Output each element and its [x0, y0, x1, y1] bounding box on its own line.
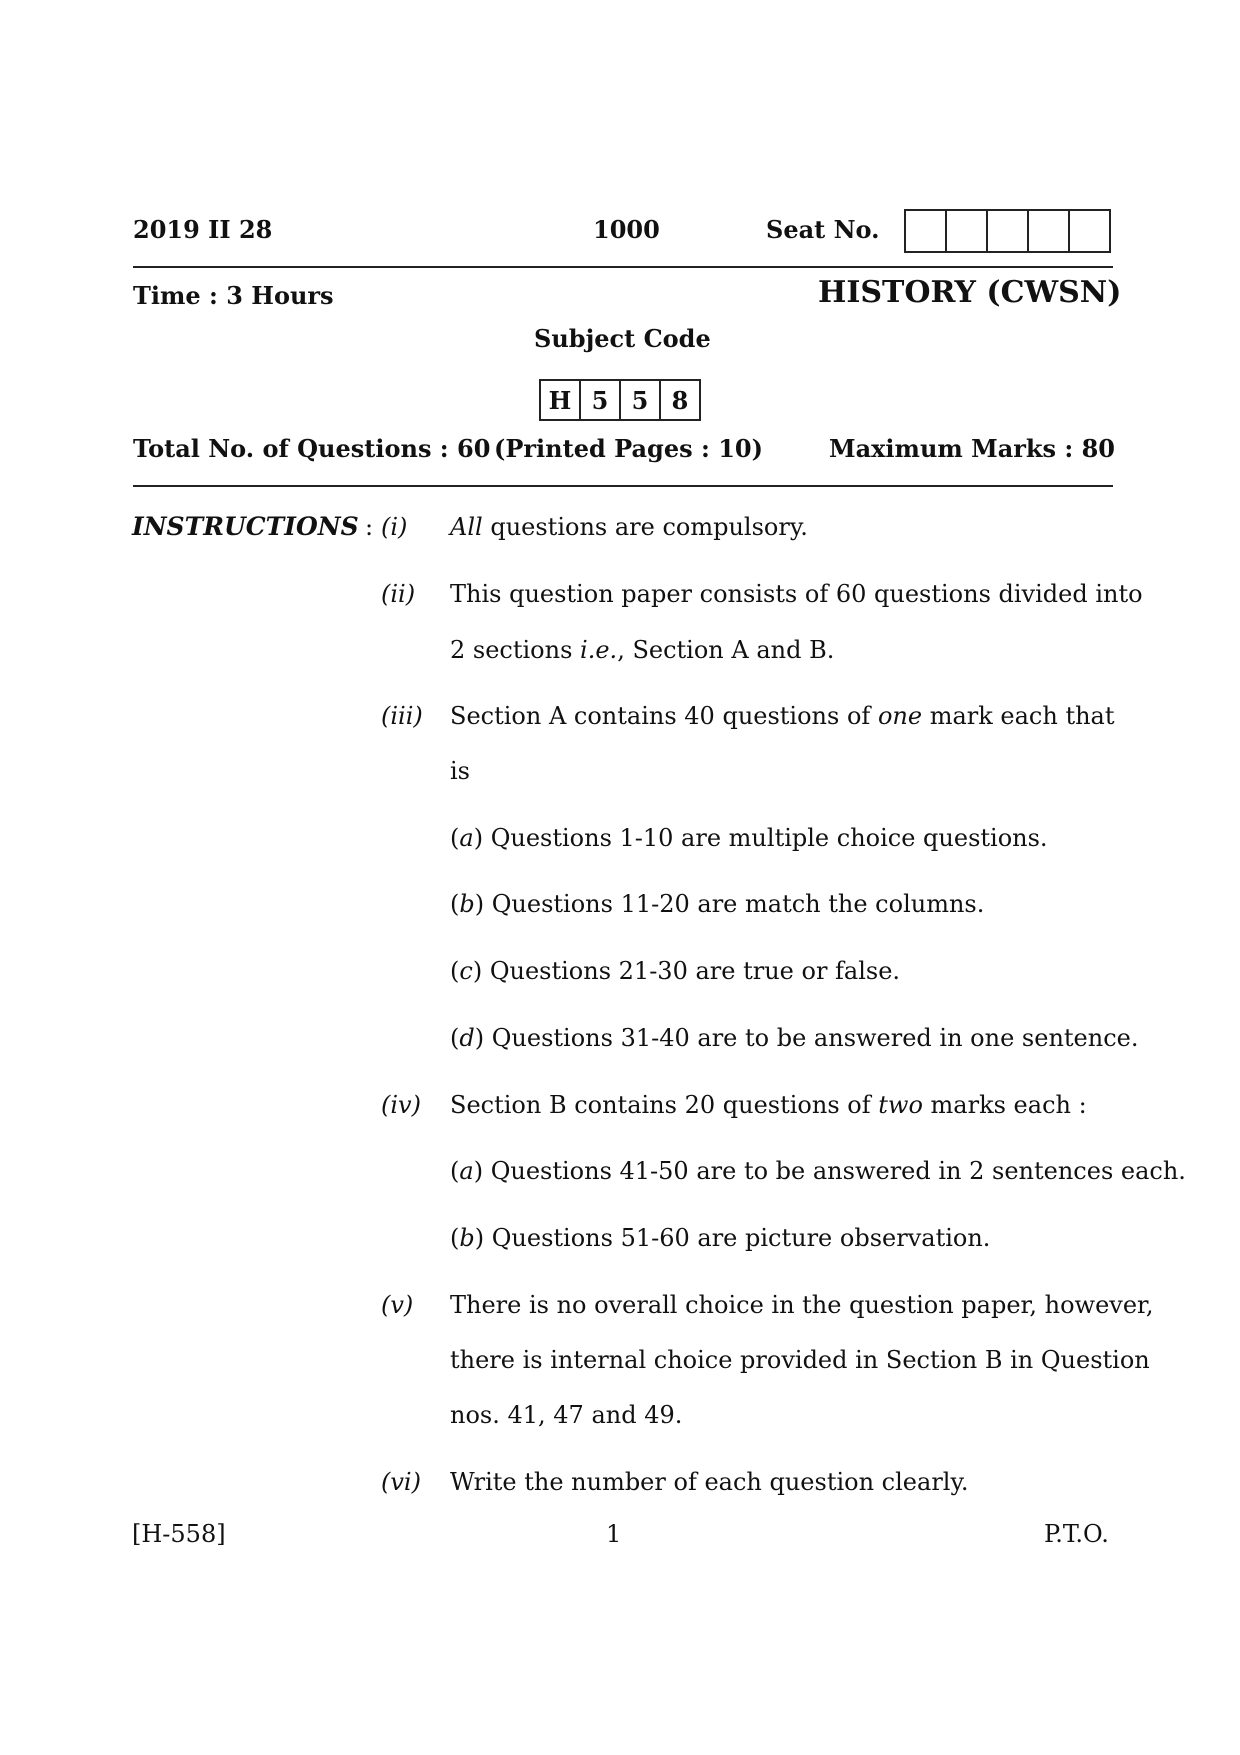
footer-paper-code: [H-558] [132, 1520, 226, 1548]
seat-box[interactable] [1068, 211, 1109, 251]
seat-box[interactable] [906, 211, 945, 251]
instruction-text: 2 sections i.e., Section A and B. [450, 636, 835, 664]
paper-code: 2019 II 28 [133, 215, 273, 244]
instruction-text: Write the number of each question clearly. [450, 1468, 969, 1496]
subject-code-char: 5 [619, 381, 659, 419]
instruction-text: There is no overall choice in the question paper, however, [450, 1291, 1154, 1319]
instruction-number: (vi) [381, 1468, 421, 1496]
seat-box[interactable] [986, 211, 1027, 251]
instruction-text: there is internal choice provided in Section B in Question [450, 1346, 1150, 1374]
total-questions: Total No. of Questions : 60 [133, 434, 491, 463]
instructions-colon: : [365, 513, 374, 541]
instruction-subitem: (a) Questions 41-50 are to be answered in 2 sentences each. [450, 1157, 1186, 1185]
subject-code-char: 5 [579, 381, 619, 419]
seat-number-boxes[interactable] [904, 209, 1111, 253]
subject-code-boxes [539, 379, 701, 421]
please-turn-over: P.T.O. [1044, 1520, 1109, 1548]
instruction-subitem: (c) Questions 21-30 are true or false. [450, 957, 901, 985]
instruction-number: (v) [381, 1291, 414, 1319]
instruction-subitem: (d) Questions 31-40 are to be answered in one sentence. [450, 1024, 1139, 1052]
instruction-text: is [450, 757, 470, 785]
copies-count: 1000 [593, 215, 660, 244]
subject-code-char: 8 [659, 381, 699, 419]
instruction-text: Section B contains 20 questions of two marks each : [450, 1091, 1087, 1119]
instruction-text: Section A contains 40 questions of one mark each that [450, 702, 1115, 730]
page-number: 1 [606, 1520, 622, 1548]
instruction-number: (iii) [381, 702, 423, 730]
instruction-text: All questions are compulsory. [450, 513, 808, 541]
time-allowed: Time : 3 Hours [133, 281, 334, 310]
seat-box[interactable] [1027, 211, 1068, 251]
instruction-text: This question paper consists of 60 questions divided into [450, 580, 1143, 608]
header-rule-top [133, 266, 1113, 268]
subject-code-label: Subject Code [534, 324, 711, 353]
seat-box[interactable] [945, 211, 986, 251]
printed-pages: (Printed Pages : 10) [494, 434, 763, 463]
header-rule-bottom [133, 485, 1113, 487]
subject-title: HISTORY (CWSN) [818, 275, 1122, 310]
instruction-subitem: (b) Questions 51-60 are picture observation. [450, 1224, 991, 1252]
instruction-number: (iv) [381, 1091, 421, 1119]
instruction-number: (i) [381, 513, 408, 541]
instruction-subitem: (b) Questions 11-20 are match the columns. [450, 890, 985, 918]
seat-number-label: Seat No. [766, 215, 880, 244]
subject-code-char: H [548, 385, 572, 415]
instruction-subitem: (a) Questions 1-10 are multiple choice questions. [450, 824, 1048, 852]
instruction-number: (ii) [381, 580, 416, 608]
maximum-marks: Maximum Marks : 80 [829, 434, 1116, 463]
instructions-label: INSTRUCTIONS [132, 512, 359, 541]
instruction-text: nos. 41, 47 and 49. [450, 1401, 683, 1429]
